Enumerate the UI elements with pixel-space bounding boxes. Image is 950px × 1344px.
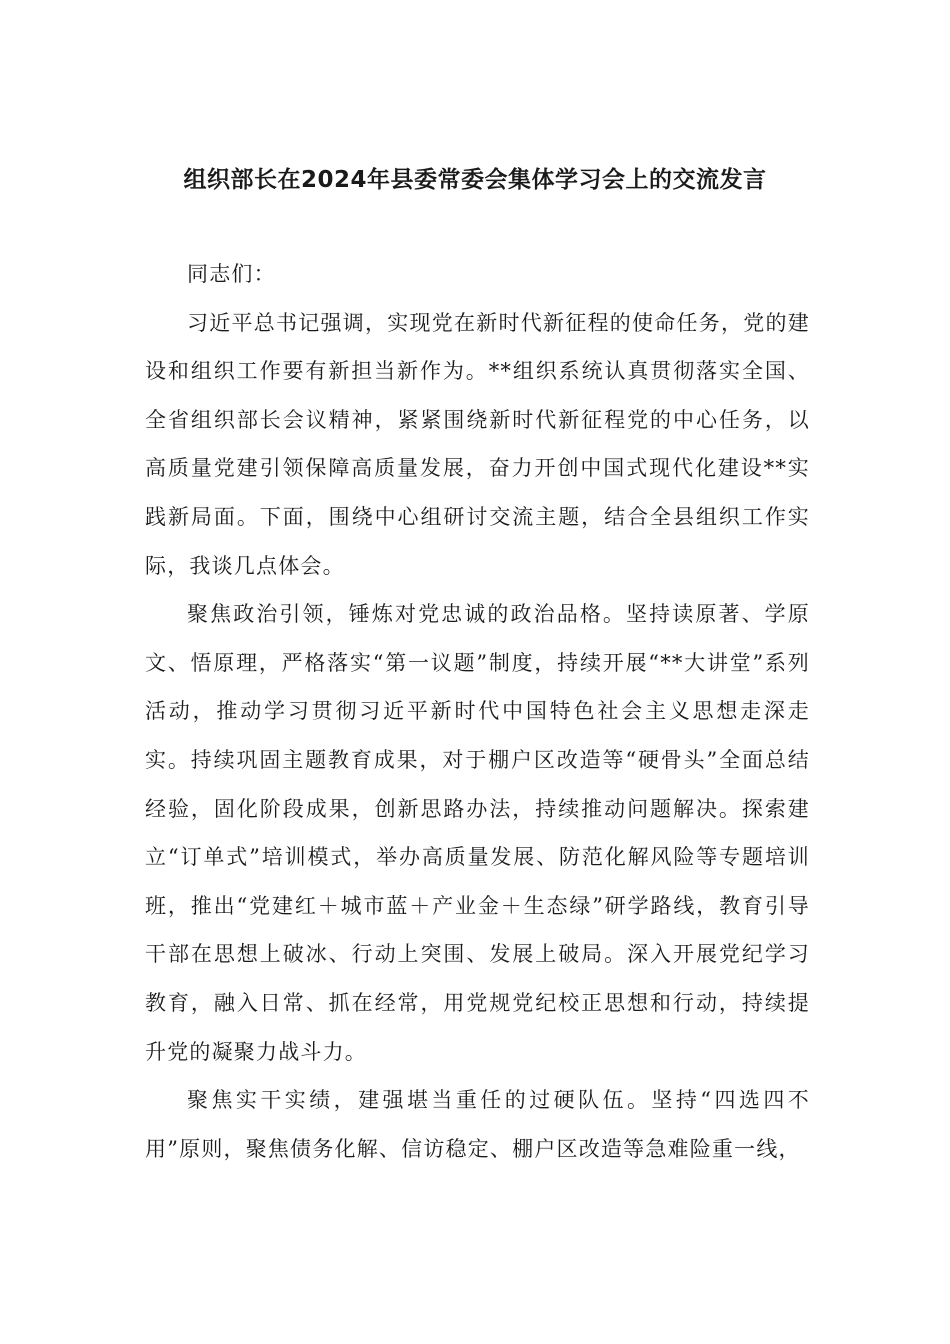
paragraph-intro: 习近平总书记强调，实现党在新时代新征程的使命任务，党的建设和组织工作要有新担当新作为。**组织系统认真贯彻落实全国、全省组织部长会议精神，紧紧围绕新时代新征程党的中心任务，以高质量党建引领保障高质量发展，奋力开创中国式现代化建设**实践新局面。下面，围绕中心组研讨交流主题，结合全县组织工作实际，我谈几点体会。 (145, 310, 810, 578)
document-title: 组织部长在2024年县委常委会集体学习会上的交流发言 (183, 167, 767, 193)
paragraph-practical-work: 聚焦实干实绩，建强堪当重任的过硬队伍。坚持“四选四不用”原则，聚焦债务化解、信访稳定、棚户区改造等急难险重一线， (145, 1088, 810, 1161)
document-body (145, 250, 810, 1173)
greeting: 同志们： (187, 262, 276, 286)
paragraph-political-leadership: 聚焦政治引领，锤炼对党忠诚的政治品格。坚持读原著、学原文、悟原理，严格落实“第一议题”制度，持续开展“**大讲堂”系列活动，推动学习贯彻习近平新时代中国特色社会主义思想走深走实。持续巩固主题教育成果，对于棚户区改造等“硬骨头”全面总结经验，固化阶段成果，创新思路办法，持续推动问题解决。探索建立“订单式”培训模式，举办高质量发展、防范化解风险等专题培训班，推出“党建红＋城市蓝＋产业金＋生态绿”研学路线，教育引导干部在思想上破冰、行动上突围、发展上破局。深入开展党纪学习教育，融入日常、抓在经常，用党规党纪校正思想和行动，持续提升党的凝聚力战斗力。 (145, 602, 810, 1064)
